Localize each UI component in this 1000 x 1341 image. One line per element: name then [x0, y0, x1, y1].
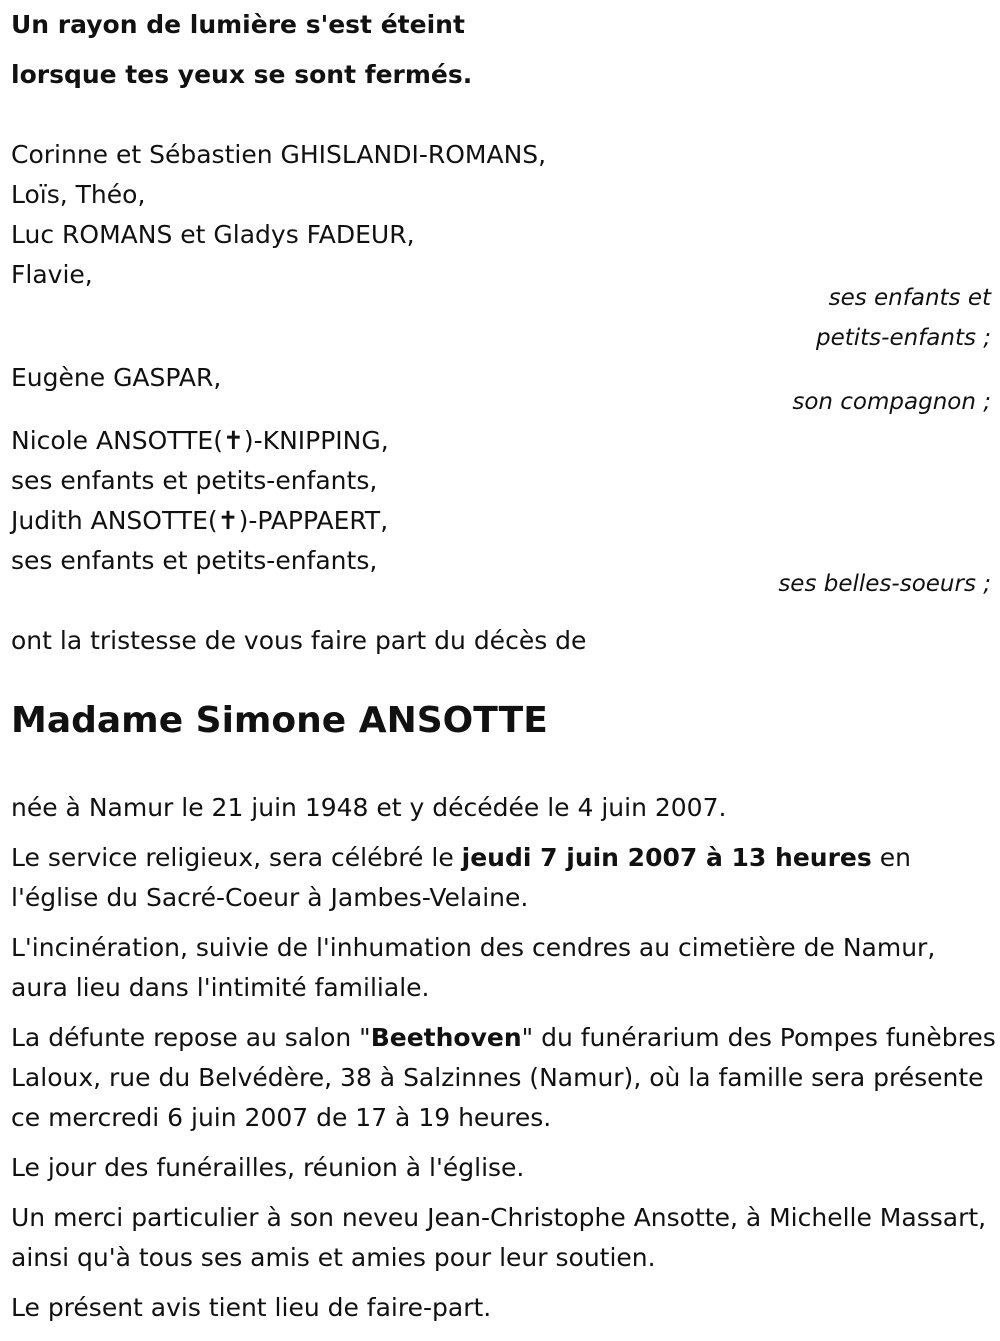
sister-in-law-line: Nicole ANSOTTE(✝)-KNIPPING,: [11, 426, 389, 455]
companion-name: Eugène GASPAR,: [11, 363, 222, 392]
repose-text-before: La défunte repose au salon ": [11, 1023, 371, 1052]
cremation-paragraph: L'incinération, suivie de l'inhumation des cendres au cimetière de Namur, aura lieu dans l'intimité familiale.: [11, 933, 936, 1002]
salon-name: Beethoven: [370, 1023, 522, 1052]
funeral-day-paragraph: Le jour des funérailles, réunion à l'église.: [11, 1153, 525, 1182]
closing-paragraph: Le présent avis tient lieu de faire-part.: [11, 1293, 492, 1322]
announcement-text: ont la tristesse de vous faire part du décès de: [11, 626, 587, 655]
obituary-notice: [11, 0, 996, 1341]
service-text-before: Le service religieux, sera célébré le: [11, 843, 462, 872]
children-role-line-1: ses enfants et: [828, 285, 991, 311]
sisters-role: ses belles-soeurs ;: [778, 571, 991, 597]
epitaph-line-1: Un rayon de lumière s'est éteint: [11, 10, 465, 39]
family-member: Luc ROMANS et Gladys FADEUR,: [11, 220, 415, 249]
sister-in-law-line: ses enfants et petits-enfants,: [11, 466, 378, 495]
service-paragraph: [11, 838, 996, 918]
family-member: Loïs, Théo,: [11, 180, 146, 209]
thanks-paragraph: Un merci particulier à son neveu Jean-Christophe Ansotte, à Michelle Massart, ainsi qu'à tous ses amis et amies pour leur soutien.: [11, 1203, 987, 1272]
epitaph-line-2: lorsque tes yeux se sont fermés.: [11, 60, 473, 89]
family-member: Flavie,: [11, 260, 93, 289]
family-member: Corinne et Sébastien GHISLANDI-ROMANS,: [11, 140, 547, 169]
companion-role: son compagnon ;: [792, 389, 991, 415]
sister-in-law-line: Judith ANSOTTE(✝)-PAPPAERT,: [11, 506, 389, 535]
birth-death-paragraph: née à Namur le 21 juin 1948 et y décédée le 4 juin 2007.: [11, 793, 727, 822]
repose-paragraph: [11, 1018, 996, 1138]
service-text-after: en l'église du Sacré-Coeur à Jambes-Velaine.: [11, 843, 911, 912]
children-role-line-2: petits-enfants ;: [815, 325, 991, 351]
sister-in-law-line: ses enfants et petits-enfants,: [11, 546, 378, 575]
service-datetime: jeudi 7 juin 2007 à 13 heures: [461, 843, 872, 872]
repose-text-after: " du funérarium des Pompes funèbres Laloux, rue du Belvédère, 38 à Salzinnes (Namur), où la famille sera présente ce mercredi 6 juin 2007 de 17 à 19 heures.: [11, 1023, 996, 1132]
deceased-name: Madame Simone ANSOTTE: [11, 700, 548, 741]
